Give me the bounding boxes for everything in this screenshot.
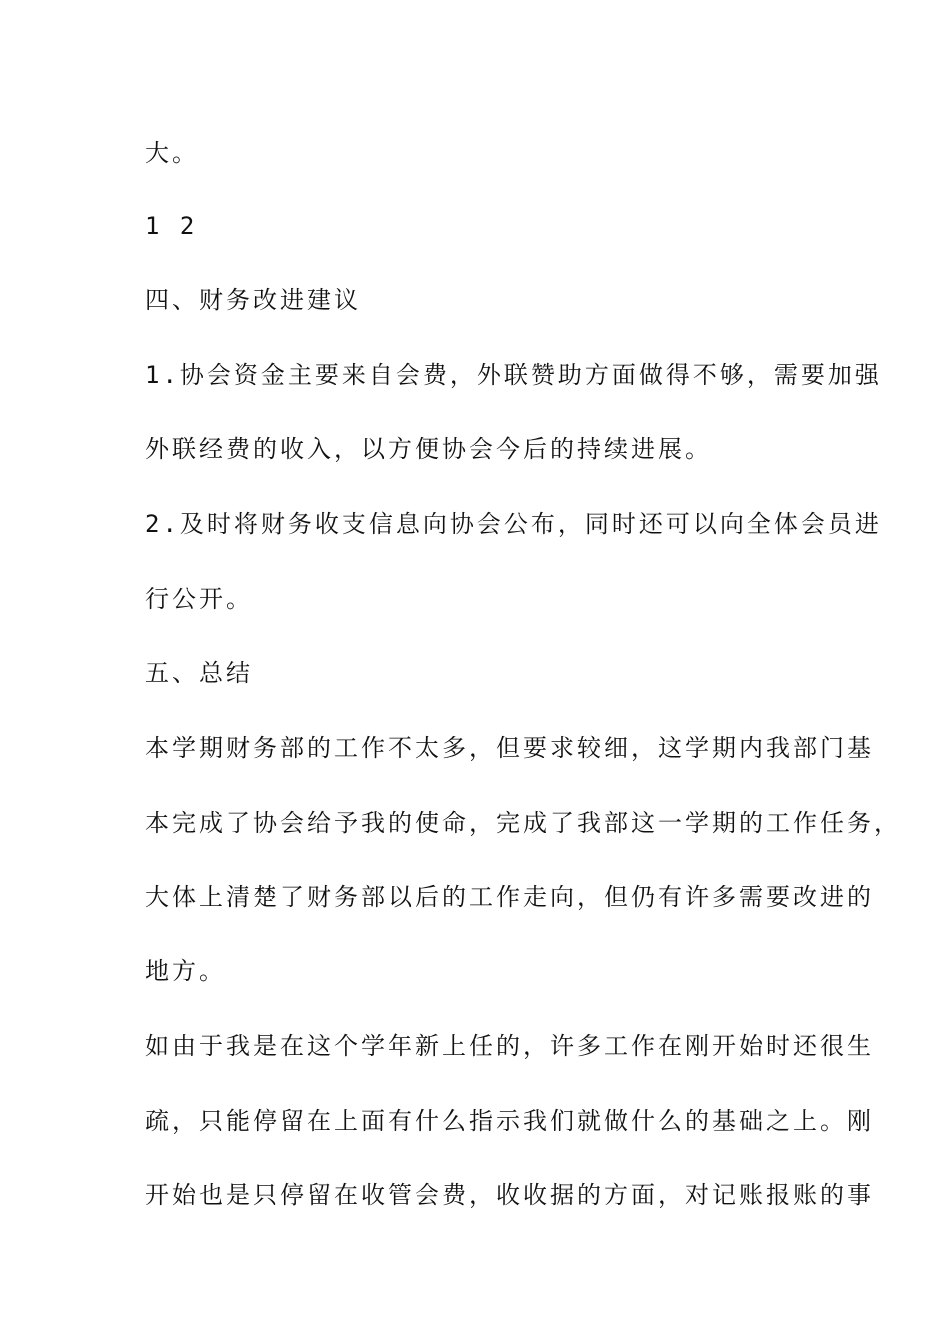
text-line: 大。 — [145, 139, 199, 167]
text-line: 1 2 — [145, 212, 198, 240]
text-line: 大体上清楚了财务部以后的工作走向，但仍有许多需要改进的 — [145, 883, 874, 911]
text-line: 地方。 — [145, 957, 226, 985]
text-line: 外联经费的收入，以方便协会今后的持续进展。 — [145, 435, 712, 463]
text-line: 1.协会资金主要来自会费，外联赞助方面做得不够，需要加强 — [145, 361, 882, 389]
text-line: 疏，只能停留在上面有什么指示我们就做什么的基础之上。刚 — [145, 1107, 874, 1135]
text-line: 开始也是只停留在收管会费，收收据的方面，对记账报账的事 — [145, 1181, 874, 1209]
section-heading: 五、总结 — [145, 659, 253, 687]
text-line: 2.及时将财务收支信息向协会公布，同时还可以向全体会员进 — [145, 510, 882, 538]
text-line: 本完成了协会给予我的使命，完成了我部这一学期的工作任务， — [145, 809, 901, 837]
text-line: 本学期财务部的工作不太多，但要求较细，这学期内我部门基 — [145, 734, 874, 762]
section-heading: 四、财务改进建议 — [145, 286, 361, 314]
text-line: 如由于我是在这个学年新上任的，许多工作在刚开始时还很生 — [145, 1032, 874, 1060]
text-line: 行公开。 — [145, 585, 253, 613]
